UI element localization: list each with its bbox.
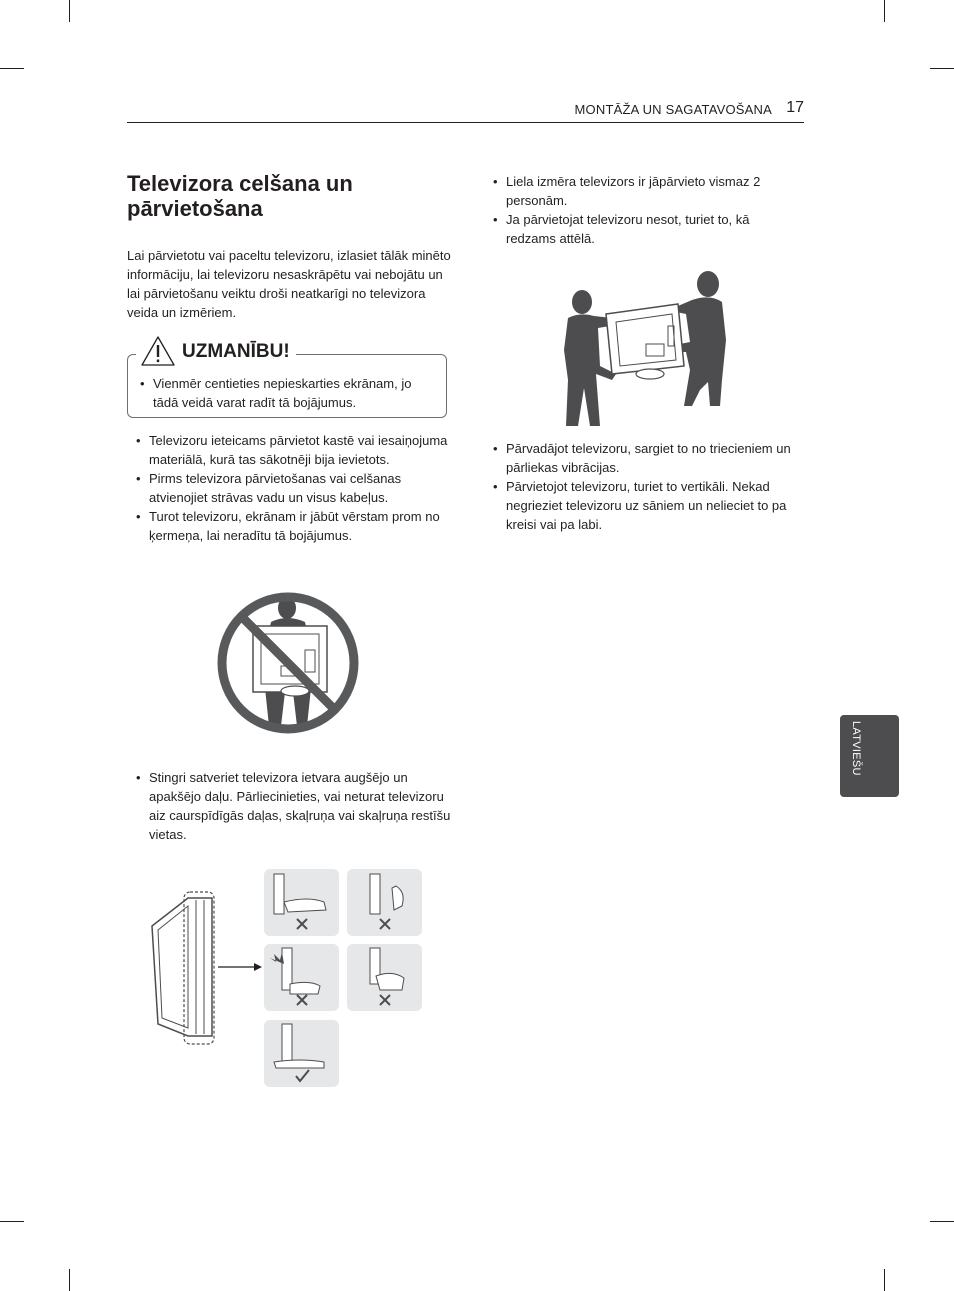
- list-item: • Stingri satveriet televizora ietvara augšējo un apakšējo daļu. Pārliecinieties, vai neturat televizoru aiz caurspīdīgās daļas, skaļruņa vai skaļruņa restīšu vietas.: [136, 768, 456, 844]
- person-body: [676, 297, 726, 406]
- two-person-carry-illustration: [560, 270, 730, 430]
- crop-mark: [0, 68, 24, 69]
- grip-bullet-list: [136, 768, 456, 844]
- arrow-head-icon: [254, 963, 262, 971]
- tv-stand: [281, 686, 309, 696]
- crop-mark: [930, 68, 954, 69]
- list-item: • Pirms televizora pārvietošanas vai celšanas atvienojiet strāvas vadu un visus kabeļus.: [136, 469, 456, 507]
- list-item: • Pārvadājot televizoru, sargiet to no triecieniem un pārliekas vibrācijas.: [493, 439, 803, 477]
- crop-mark: [69, 1269, 70, 1291]
- page-number: 17: [786, 99, 804, 116]
- crop-mark: [0, 1221, 24, 1222]
- right-bullet-list-top: [493, 172, 783, 248]
- grip-example-correct: [264, 1020, 339, 1087]
- grip-example-wrong: [264, 944, 339, 1011]
- left-bullet-list: [136, 431, 456, 545]
- tv-stand: [636, 369, 664, 379]
- list-item: • Ja pārvietojat televizoru nesot, turiet to, kā redzams attēlā.: [493, 210, 783, 248]
- page-header: [127, 96, 804, 123]
- crop-mark: [884, 0, 885, 22]
- caution-title: UZMANĪBU!: [182, 341, 290, 362]
- prohibited-carry-illustration: [213, 588, 363, 738]
- tv-side-view: [152, 898, 212, 1036]
- warning-triangle-icon: [140, 335, 176, 367]
- grip-example-wrong: [264, 869, 339, 936]
- crop-mark: [69, 0, 70, 22]
- grip-example-wrong: [347, 869, 422, 936]
- person-head: [572, 290, 592, 314]
- list-item: • Televizoru ieteicams pārvietot kastē vai iesaiņojuma materiālā, kurā tas sākotnēji bija ievietots.: [136, 431, 456, 469]
- caution-item: • Vienmēr centieties nepieskarties ekrānam, jo tādā veidā varat radīt tā bojājumus.: [140, 374, 430, 412]
- intro-paragraph: Lai pārvietotu vai paceltu televizoru, izlasiet tālāk minēto informāciju, lai televizoru nesaskrāpētu vai nebojātu un lai pārvietošanu veiktu droši neatkarīgi no televizora veida un izmēriem.: [127, 248, 451, 320]
- right-bullet-list-bottom: [493, 439, 803, 534]
- list-item: • Turot televizoru, ekrānam ir jābūt vērstam prom no ķermeņa, lai neradītu tā bojājumus.: [136, 507, 456, 545]
- page-title: Televizora celšana un pārvietošana: [127, 171, 353, 221]
- grip-illustration: [140, 866, 440, 1091]
- caution-header: [136, 331, 296, 367]
- crop-mark: [884, 1269, 885, 1291]
- list-item: • Liela izmēra televizors ir jāpārvieto vismaz 2 personām.: [493, 172, 783, 210]
- language-tab-label: LATVIEŠU: [850, 721, 862, 776]
- caution-list: [140, 374, 430, 412]
- language-tab: [840, 715, 899, 797]
- section-title: MONTĀŽA UN SAGATAVOŠANA: [574, 102, 772, 117]
- list-item: • Pārvietojot televizoru, turiet to vertikāli. Nekad negrieziet televizoru uz sāniem un nelieciet to pa kreisi vai pa labi.: [493, 477, 803, 534]
- crop-mark: [930, 1221, 954, 1222]
- person-head: [697, 271, 719, 297]
- grip-example-wrong: [347, 944, 422, 1011]
